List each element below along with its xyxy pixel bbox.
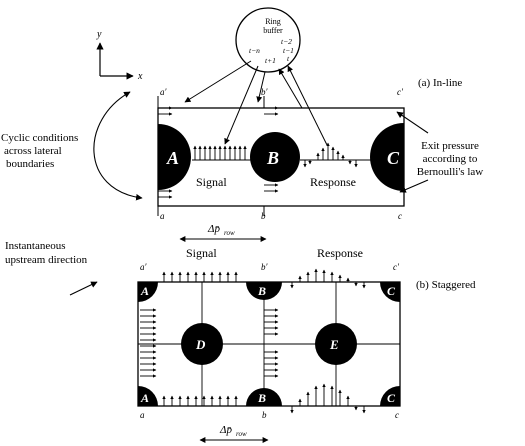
corner-b-staggered: b — [262, 410, 267, 420]
response-label-in-line: Response — [310, 175, 356, 189]
dp-row-subscript-staggered: row — [236, 430, 247, 438]
cylinder-c-label-in-line: C — [387, 148, 400, 168]
exit-note-line-3: Bernoulli's law — [416, 166, 484, 178]
corner-b-prime-staggered: b′ — [261, 262, 268, 272]
cylinder-a-label-in-line: A — [167, 148, 180, 168]
cylinder-a-bottom-label: A — [141, 391, 150, 405]
cylinder-e-label: E — [330, 337, 339, 352]
dp-row-dimension-staggered — [200, 424, 268, 440]
response-arrows-in-line — [300, 143, 372, 167]
upstream-arrow — [70, 282, 97, 295]
cyclic-note-line-2: across lateral — [4, 145, 62, 157]
corner-a-prime-in-line: a′ — [160, 87, 167, 97]
signal-label-in-line: Signal — [196, 175, 227, 189]
ring-buffer-arrows — [185, 61, 327, 145]
corner-a-in-line: a — [160, 211, 165, 221]
cyclic-curved-arrow — [94, 92, 142, 198]
exit-note-line-2: according to — [422, 153, 478, 165]
upstream-note-line-1: Instantaneous — [5, 240, 66, 252]
cylinder-a-top-label: A — [141, 284, 150, 298]
axis-x-label: x — [138, 71, 143, 82]
upstream-direction-note — [5, 240, 97, 295]
response-label-staggered: Response — [317, 246, 363, 260]
ring-buffer-t-minus-2: t−2 — [281, 37, 292, 46]
cyclic-note-line-3: boundaries — [6, 158, 55, 170]
corner-c-in-line: c — [398, 211, 402, 221]
corner-c-prime-in-line: c′ — [397, 87, 403, 97]
corner-b-prime-in-line: b′ — [261, 87, 268, 97]
cylinder-c-bottom-label: C — [387, 391, 396, 405]
cylinder-b-label-in-line: B — [267, 148, 280, 168]
corner-a-staggered: a — [140, 410, 145, 420]
signal-arrows-in-line — [192, 146, 252, 160]
panel-a — [158, 77, 462, 239]
dp-row-dimension-in-line — [180, 223, 266, 239]
dp-row-symbol-in-line: Δp̄ — [208, 223, 220, 235]
ring-buffer-title-2: buffer — [263, 26, 283, 35]
signal-label-staggered: Signal — [186, 246, 217, 260]
exit-note-line-1: Exit pressure — [421, 140, 479, 152]
cyclic-conditions-note — [1, 92, 142, 198]
cylinder-b-bottom-label: B — [258, 391, 267, 405]
corner-a-prime-staggered: a′ — [140, 262, 147, 272]
cyclic-note-line-1: Cyclic conditions — [1, 132, 79, 144]
corner-c-staggered: c — [395, 410, 399, 420]
cylinder-c-top-label: C — [387, 284, 396, 298]
exit-pressure-note — [397, 112, 483, 192]
ring-buffer-t-minus-n: t−n — [249, 46, 260, 55]
panel-b — [138, 246, 476, 440]
corner-c-prime-staggered: c′ — [393, 262, 399, 272]
ring-buffer-t-plus-1: t+1 — [265, 56, 276, 65]
cylinder-b-top-label: B — [258, 284, 267, 298]
cylinder-d-label: D — [196, 337, 206, 352]
coordinate-axes — [96, 29, 143, 82]
panel-b-caption: (b) Staggered — [416, 279, 476, 291]
ring-buffer-t: t — [287, 54, 290, 63]
ring-buffer — [236, 8, 300, 72]
dp-row-symbol-staggered: Δp̄ — [220, 424, 232, 436]
panel-a-caption: (a) In-line — [418, 77, 463, 89]
upstream-note-line-2: upstream direction — [5, 254, 88, 266]
ring-buffer-t-minus-1: t−1 — [283, 46, 294, 55]
ring-buffer-title-1: Ring — [265, 17, 281, 26]
corner-b-in-line: b — [261, 211, 266, 221]
axis-y-label: y — [97, 29, 102, 40]
dp-row-subscript-in-line: row — [224, 229, 235, 237]
